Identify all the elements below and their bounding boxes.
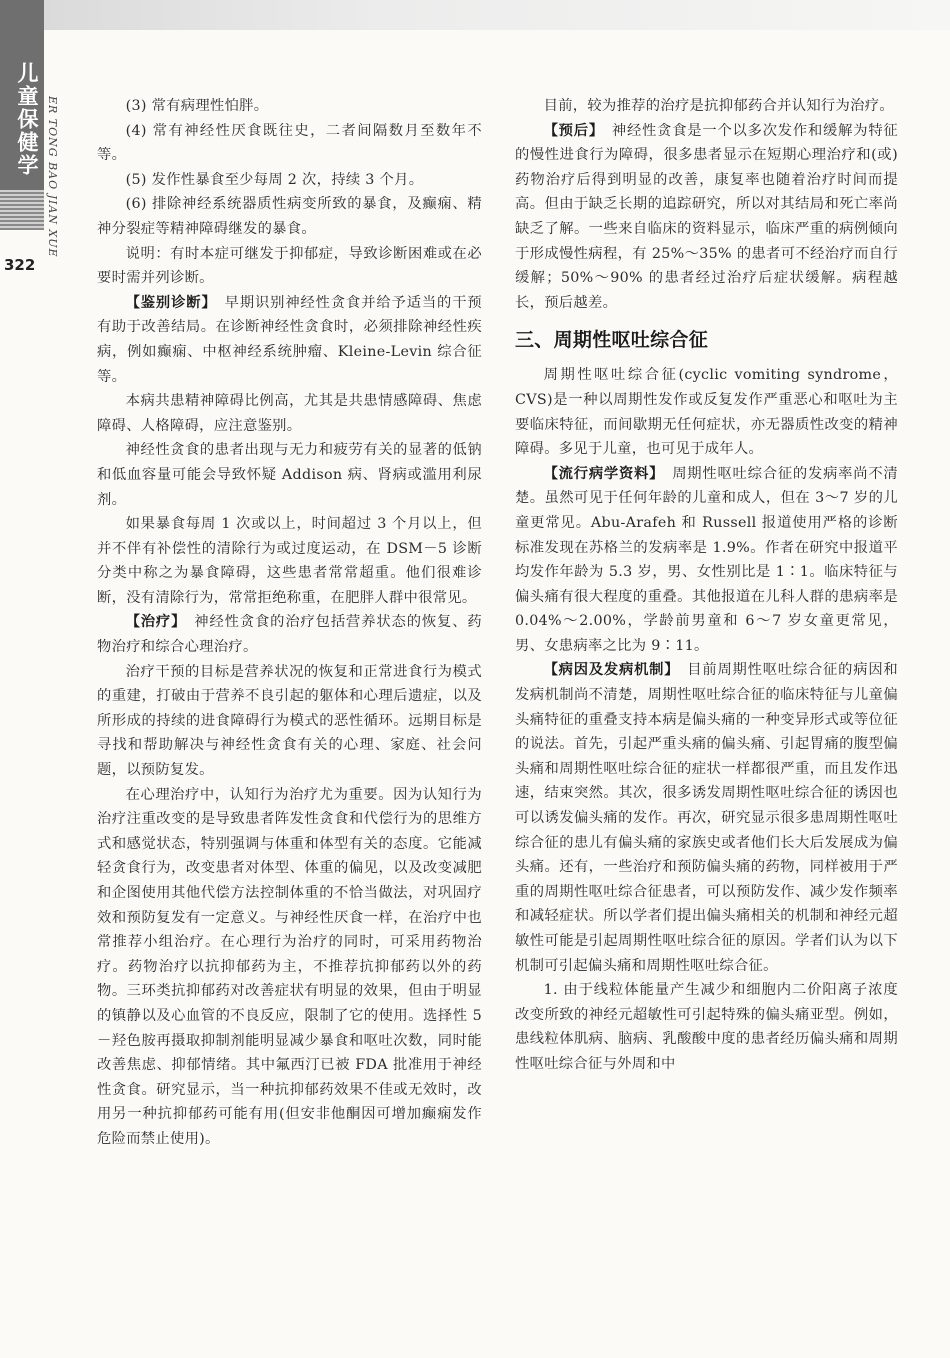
paragraph-lead: 【治疗】 [125, 614, 187, 631]
paragraph [97, 438, 482, 512]
paragraph-text: 治疗干预的目标是营养状况的恢复和正常进食行为模式的重建，打破由于营养不良引起的躯体和心理后遗症，以及所形成的持续的进食障碍行为模式的恶性循环。远期目标是寻找和帮助解决与神经性贪食有关的心理、家庭、社会问题，以预防复发。 [97, 663, 482, 779]
paragraph [97, 94, 482, 119]
left-column [97, 94, 482, 1152]
paragraph-text: 说明：有时本症可继发于抑郁症，导致诊断困难或在必要时需并列诊断。 [97, 245, 482, 287]
paragraph-text: 1. 由于线粒体能量产生减少和细胞内二价阳离子浓度改变所致的神经元超敏性可引起特殊的偏头痛亚型。例如，患线粒体肌病、脑病、乳酸酸中度的患者经历偏头痛和周期性呕吐综合征与外周和中 [515, 982, 898, 1072]
paragraph [97, 192, 482, 241]
paragraph [515, 658, 898, 978]
paragraph [97, 168, 482, 193]
paragraph [97, 389, 482, 438]
paragraph-text: 目前，较为推荐的治疗是抗抑郁药合并认知行为治疗。 [543, 98, 894, 114]
journal-sidebar [0, 0, 44, 215]
paragraph [97, 119, 482, 168]
journal-title: 儿童保健学 [15, 62, 39, 177]
paragraph-lead: 【流行病学资料】 [543, 465, 665, 482]
paragraph-text: (6) 排除神经系统器质性病变所致的暴食，及癫痫、精神分裂症等精神障碍继发的暴食。 [97, 196, 482, 237]
paragraph-text: 神经性贪食的治疗包括营养状态的恢复、药物治疗和综合心理治疗。 [97, 614, 482, 656]
paragraph-text: 本病共患精神障碍比例高，尤其是共患情感障碍、焦虑障碍、人格障碍，应注意鉴别。 [97, 393, 482, 434]
paragraph-text: (3) 常有病理性怕胖。 [125, 98, 269, 114]
paragraph [515, 363, 898, 461]
paragraph-text: 周期性呕吐综合征的发病率尚不清楚。虽然可见于任何年龄的儿童和成人，但在 3～7 岁的儿童更常见。Abu-Arafeh 和 Russell 报道使用严格的诊断标准发现在苏格兰的发病率是 1.9%。作者在研究中报道平均发作年龄为 5.3 岁，男、女性别比是 1∶1。临床特征与偏头痛有很大程度的重叠。其他报道在儿科人群的患病率是 0.04%～2.00%，学龄前男童和 6～7 岁女童更常见，男、女患病率之比为 9∶11。 [515, 465, 899, 654]
top-banner [0, 0, 950, 30]
paragraph-lead: 【病因及发病机制】 [543, 662, 680, 679]
paragraph-text: (4) 常有神经性厌食既往史，二者间隔数月至数年不等。 [97, 122, 482, 164]
journal-pinyin: ER TONG BAO JIAN XUE [46, 96, 59, 258]
section-heading: 三、周期性呕吐综合征 [515, 329, 709, 352]
paragraph [515, 94, 898, 119]
paragraph-text: 早期识别神经性贪食并给予适当的干预有助于改善结局。在诊断神经性贪食时，必须排除神经性疾病，例如癫痫、中枢神经系统肿瘤、Kleine-Levin 综合征等。 [97, 294, 482, 385]
right-column [515, 94, 898, 1077]
paragraph-text: 神经性贪食是一个以多次发作和缓解为特征的慢性进食行为障碍，很多患者显示在短期心理治疗和(或)药物治疗后得到明显的改善，康复率也随着治疗时间而提高。但由于缺乏长期的追踪研究，所以对其结局和死亡率尚缺乏了解。一些来自临床的资料显示，临床严重的病例倾向于形成慢性病程，有 25%～35% 的患者可不经治疗而自行缓解；50%～90% 的患者经过治疗后症状缓解。病程越长，预后越差。 [515, 122, 898, 311]
paragraph-text: 如果暴食每周 1 次或以上，时间超过 3 个月以上，但并不伴有补偿性的清除行为或过度运动，在 DSM－5 诊断分类中称之为暴食障碍，这些患者常常超重。他们很难诊断，没有清除行为，常常拒绝称重，在肥胖人群中很常见。 [97, 516, 482, 606]
paragraph-text: 目前周期性呕吐综合征的病因和发病机制尚不清楚，周期性呕吐综合征的临床特征与儿童偏头痛特征的重叠支持本病是偏头痛的一种变异形式或等位征的说法。首先，引起严重头痛的偏头痛、引起胃痛的腹型偏头痛和周期性呕吐综合征的症状一样都很严重，而且发作迅速，结束突然。其次，很多诱发周期性呕吐综合征的诱因也可以诱发偏头痛的发作。再次，研究显示很多患周期性呕吐综合征的患儿有偏头痛的家族史或者他们长大后发展成为偏头痛。还有，一些治疗和预防偏头痛的药物，同样被用于严重的周期性呕吐综合征患者，可以预防发作、减少发作频率和减轻症状。所以学者们提出偏头痛相关的机制和神经元超敏性可能是引起周期性呕吐综合征的原因。学者们认为以下机制可引起偏头痛和周期性呕吐综合征。 [515, 662, 898, 974]
paragraph [515, 978, 898, 1076]
paragraph [97, 660, 482, 783]
paragraph [97, 512, 482, 610]
paragraph [97, 610, 482, 659]
paragraph-lead: 【鉴别诊断】 [125, 294, 217, 311]
paragraph-lead: 【预后】 [543, 122, 604, 139]
paragraph [97, 291, 482, 389]
sidebar-stripes [0, 190, 44, 230]
page-number: 322 [4, 256, 36, 274]
paragraph [515, 462, 898, 659]
paragraph-text: 在心理治疗中，认知行为治疗尤为重要。因为认知行为治疗注重改变的是导致患者阵发性贪食和代偿行为的思维方式和感觉状态，特别强调与体重和体型有关的态度。它能减轻贪食行为，改变患者对体型、体重的偏见，以及改变减肥和企图使用其他代偿方法控制体重的不恰当做法，对巩固疗效和预防复发有一定意义。与神经性厌食一样，在治疗中也常推荐小组治疗。在心理行为治疗的同时，可采用药物治疗。药物治疗以抗抑郁药为主，不推荐抗抑郁药以外的药物。三环类抗抑郁药对改善症状有明显的效果，但由于明显的镇静以及心血管的不良反应，限制了它的使用。选择性 5－羟色胺再摄取抑制剂能明显减少暴食和呕吐次数，同时能改善焦虑、抑郁情绪。其中氟西汀已被 FDA 批准用于神经性贪食。研究显示，当一种抗抑郁药效果不佳或无效时，改用另一种抗抑郁药可能有用(但安非他酮因可增加癫痫发作危险而禁止使用)。 [97, 786, 482, 1147]
paragraph-text: (5) 发作性暴食至少每周 2 次，持续 3 个月。 [125, 171, 424, 188]
paragraph-text: 神经性贪食的患者出现与无力和疲劳有关的显著的低钠和低血容量可能会导致怀疑 Addison 病、肾病或滥用利尿剂。 [97, 442, 482, 508]
paragraph [97, 783, 482, 1152]
paragraph [515, 119, 898, 316]
paragraph-text: 周期性呕吐综合征(cyclic vomiting syndrome，CVS)是一种以周期性发作或反复发作严重恶心和呕吐为主要临床特征，而间歇期无任何症状，亦无器质性改变的精神障碍。多见于儿童，也可见于成年人。 [515, 367, 898, 458]
paragraph [97, 242, 482, 291]
